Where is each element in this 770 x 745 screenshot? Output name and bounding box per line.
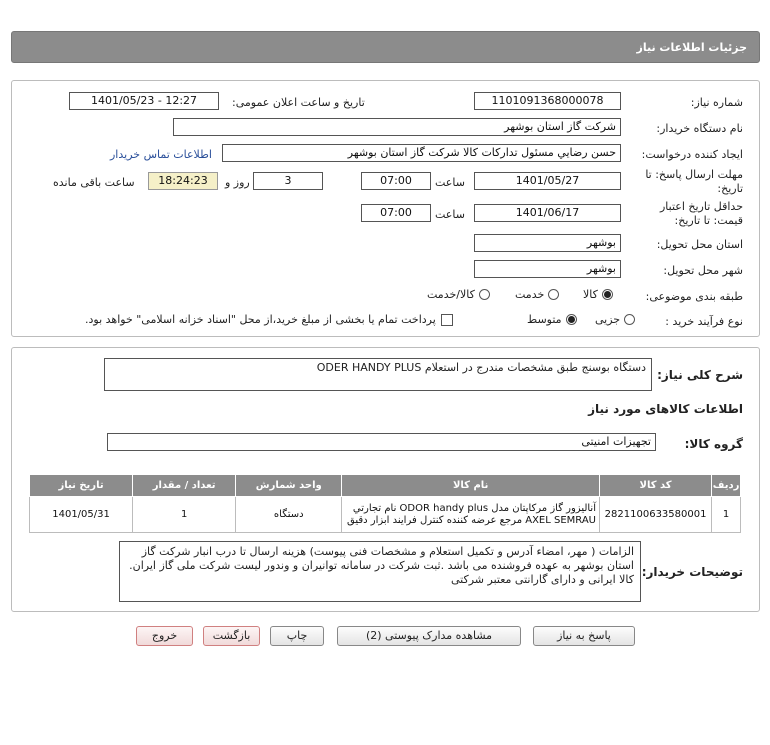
col-code: کد کالا	[600, 475, 712, 497]
need-number-field: 1101091368000078	[474, 92, 621, 110]
category-goods-label: کالا	[583, 288, 598, 301]
category-goods-service-label: کالا/خدمت	[427, 288, 475, 301]
radio-minor-icon[interactable]	[624, 314, 635, 325]
payment-option[interactable]	[85, 313, 453, 326]
row-index: 1	[712, 497, 741, 533]
deadline-label-line2: تاريخ:	[717, 182, 743, 195]
city-label: شهر محل تحويل:	[663, 264, 743, 277]
province-label: استان محل تحويل:	[656, 238, 743, 251]
col-name: نام کالا	[342, 475, 600, 497]
creator-label: ايجاد کننده درخواست:	[641, 148, 743, 161]
goods-group-field: تجهيزات امنيتی	[107, 433, 656, 451]
remaining-label: ساعت باقی مانده	[53, 176, 135, 189]
validity-label-line2: قيمت: تا تاريخ:	[674, 214, 743, 227]
need-number-label: شماره نياز:	[690, 96, 743, 109]
col-unit: واحد شمارش	[236, 475, 342, 497]
radio-goods-icon[interactable]	[602, 289, 613, 300]
payment-checkbox[interactable]	[441, 314, 453, 326]
col-qty: تعداد / مقدار	[133, 475, 236, 497]
buyer-notes-field	[119, 541, 641, 602]
announce-label: تاريخ و ساعت اعلان عمومی:	[232, 96, 365, 109]
back-button[interactable]: بازگشت	[203, 626, 260, 646]
province-field: بوشهر	[474, 234, 621, 252]
remaining-time-field: 18:24:23	[148, 172, 218, 190]
radio-medium-icon[interactable]	[566, 314, 577, 325]
validity-label	[660, 200, 743, 228]
city-field: بوشهر	[474, 260, 621, 278]
summary-label: شرح کلی نياز:	[657, 368, 743, 382]
goods-group-label: گروه کالا:	[684, 437, 743, 451]
row-name: آناليزور گاز مركاپتان مدل ODOR handy plus نام تجارتي AXEL SEMRAU مرجع عرضه كننده كنترل فرايند ابزار دقيق	[342, 497, 600, 533]
process-option-medium[interactable]	[527, 313, 577, 326]
col-index: رديف	[712, 475, 741, 497]
row-qty: 1	[133, 497, 236, 533]
row-code: 2821100633580001	[600, 497, 712, 533]
row-date: 1401/05/31	[30, 497, 133, 533]
category-service-label: خدمت	[515, 288, 545, 301]
radio-goods-service-icon[interactable]	[479, 289, 490, 300]
row-unit: دستگاه	[236, 497, 342, 533]
category-option-goods-service[interactable]	[427, 288, 490, 301]
process-minor-label: جزيی	[595, 313, 621, 326]
radio-service-icon[interactable]	[548, 289, 559, 300]
process-label: نوع فرآيند خريد :	[665, 315, 743, 328]
print-button[interactable]: چاپ	[270, 626, 324, 646]
deadline-date-field: 1401/05/27	[474, 172, 621, 190]
payment-note: پرداخت تمام يا بخشی از مبلغ خريد،از محل "اسناد خزانه اسلامی" خواهد بود.	[85, 313, 436, 326]
page-header	[11, 31, 760, 63]
buyer-notes-label: توضيحات خريدار:	[641, 565, 743, 579]
validity-time-label: ساعت	[435, 208, 465, 221]
category-label: طبقه بندی موضوعی:	[645, 290, 743, 303]
process-option-minor[interactable]	[595, 313, 635, 326]
buyer-contact-link[interactable]: اطلاعات تماس خريدار	[110, 148, 212, 161]
process-medium-label: متوسط	[527, 313, 562, 326]
announce-field: 1401/05/23 - 12:27	[69, 92, 219, 110]
buyer-org-label: نام دستگاه خريدار:	[656, 122, 743, 135]
days-field: 3	[253, 172, 323, 190]
buyer-org-field: شرکت گاز استان بوشهر	[173, 118, 621, 136]
goods-table	[29, 474, 741, 533]
creator-field: حسن رضايي مسئول تداركات كالا شركت گاز استان بوشهر	[222, 144, 621, 162]
summary-text: دستگاه بوسنج طبق مشخصات مندرج در استعلام ODER HANDY PLUS	[316, 361, 646, 374]
deadline-time-label: ساعت	[435, 176, 465, 189]
category-option-service[interactable]	[515, 288, 559, 301]
view-attachments-button[interactable]: مشاهده مدارک پيوستی (2)	[337, 626, 521, 646]
deadline-label-line1: مهلت ارسال پاسخ: تا	[645, 168, 743, 181]
summary-field	[104, 358, 652, 391]
col-date: تاريخ نياز	[30, 475, 133, 497]
buyer-notes-text: الزامات ( مهر، امضاء آدرس و تکمیل استعلام و مشخصات فنی پیوست) هزینه ارسال تا درب انبار شرکت گاز استان بوشهر به عهده فروشنده می باشد .ثبت شرکت در سامانه توانیران و وندور لیست شرکت ملی گاز ایران. کالا ایرانی و دارای گارانتی معتبر شرکتی	[129, 545, 634, 586]
category-option-goods[interactable]	[583, 288, 613, 301]
deadline-time-field: 07:00	[361, 172, 431, 190]
deadline-label	[645, 168, 743, 196]
days-label: روز و	[225, 176, 250, 189]
goods-table-header	[30, 475, 741, 497]
validity-date-field: 1401/06/17	[474, 204, 621, 222]
validity-label-line1: حداقل تاريخ اعتبار	[659, 200, 743, 213]
validity-time-field: 07:00	[361, 204, 431, 222]
page-title: جزئيات اطلاعات نياز	[636, 41, 747, 54]
goods-section-title: اطلاعات کالاهای مورد نياز	[588, 402, 743, 416]
table-row	[30, 497, 741, 533]
exit-button[interactable]: خروج	[136, 626, 193, 646]
reply-button[interactable]: پاسخ به نياز	[533, 626, 635, 646]
